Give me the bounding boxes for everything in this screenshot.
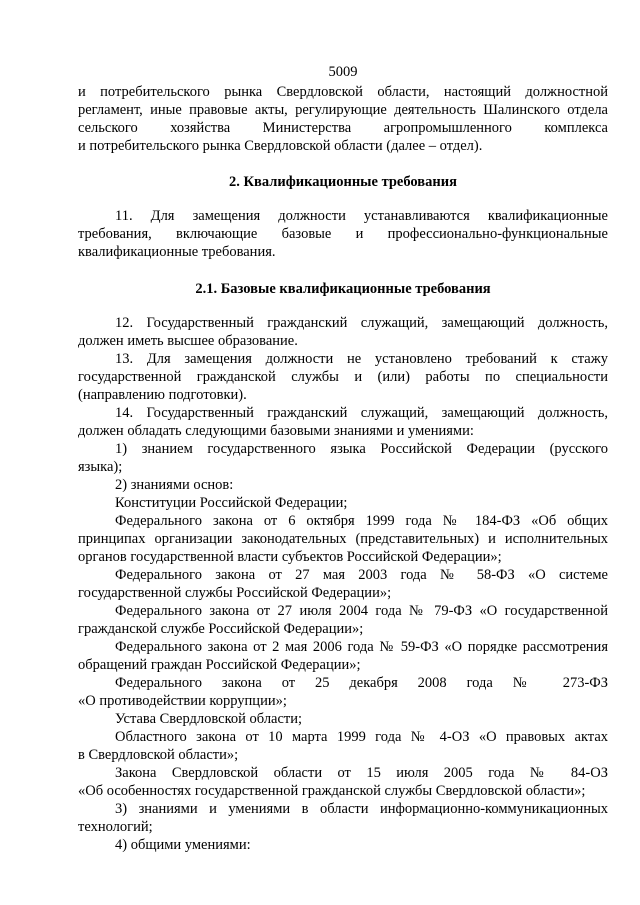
page-number: 5009 <box>328 64 358 80</box>
item-3 <box>78 800 608 836</box>
text-line: 3) знаниями и умениями в области информационно-коммуникационных <box>115 801 608 817</box>
text-line: Федерального закона от 2 мая 2006 года № 59-ФЗ «О порядке рассмотрения <box>115 639 608 655</box>
paragraph-11 <box>78 207 608 261</box>
text-line: органов государственной власти субъектов Российской Федерации»; <box>78 549 502 565</box>
text-line: технологий; <box>78 819 153 835</box>
text-line: принципах организации законодательных (представительных) и исполнительных <box>78 531 608 547</box>
text-line: требования, включающие базовые и профессионально-функциональные <box>78 226 608 242</box>
item-2: 2) знаниями основ: <box>115 477 234 493</box>
section-2-1-heading: 2.1. Базовые квалификационные требования <box>195 281 491 297</box>
text-line: регламент, иные правовые акты, регулирующие деятельность Шалинского отдела <box>78 102 608 118</box>
paragraph-12 <box>78 314 608 350</box>
text-line: 12. Государственный гражданский служащий, замещающий должность, <box>115 315 608 331</box>
intro-paragraph <box>78 83 608 155</box>
text-line: 1) знанием государственного языка Российской Федерации (русского <box>115 441 608 457</box>
text-line: «О противодействии коррупции»; <box>78 693 287 709</box>
item-4: 4) общими умениями: <box>115 837 251 853</box>
text-line: Федерального закона от 6 октября 1999 года № 184-ФЗ «Об общих <box>115 513 608 529</box>
text-line: (направлению подготовки). <box>78 387 247 403</box>
text-line: гражданской службе Российской Федерации»; <box>78 621 364 637</box>
text-line: должен обладать следующими базовыми знаниями и умениями: <box>78 423 474 439</box>
text-line: Федерального закона от 25 декабря 2008 года № 273-ФЗ <box>115 675 608 691</box>
text-line: в Свердловской области»; <box>78 747 239 763</box>
text-line: и потребительского рынка Свердловской области, настоящий должностной <box>78 84 608 100</box>
section-2-heading: 2. Квалификационные требования <box>229 174 457 190</box>
text-line: государственной службы Российской Федерации»; <box>78 585 392 601</box>
text-line: 11. Для замещения должности устанавливаются квалификационные <box>115 208 608 224</box>
text-line: «Об особенностях государственной гражданской службы Свердловской области»; <box>78 783 586 799</box>
text-line: и потребительского рынка Свердловской области (далее – отдел). <box>78 138 483 154</box>
text-line: обращений граждан Российской Федерации»; <box>78 657 361 673</box>
text-line: Федерального закона от 27 мая 2003 года № 58-ФЗ «О системе <box>115 567 608 583</box>
document-page <box>78 63 608 854</box>
constitution-line: Конституции Российской Федерации; <box>115 495 348 511</box>
paragraph-13 <box>78 350 608 404</box>
law-273-fz <box>78 674 608 710</box>
text-line: языка); <box>78 459 123 475</box>
charter-line: Устава Свердловской области; <box>115 711 303 727</box>
text-line: 14. Государственный гражданский служащий, замещающий должность, <box>115 405 608 421</box>
text-line: сельского хозяйства Министерства агропромышленного комплекса <box>78 120 608 136</box>
text-line: Областного закона от 10 марта 1999 года № 4-ОЗ «О правовых актах <box>115 729 608 745</box>
law-184-fz <box>78 512 608 566</box>
law-58-fz <box>78 566 608 602</box>
text-line: Федерального закона от 27 июля 2004 года № 79-ФЗ «О государственной <box>115 603 608 619</box>
text-line: квалификационные требования. <box>78 244 276 260</box>
law-79-fz <box>78 602 608 638</box>
paragraph-14 <box>78 404 608 440</box>
text-line: государственной гражданской службы и (или) работы по специальности <box>78 369 608 385</box>
law-59-fz <box>78 638 608 674</box>
text-line: 13. Для замещения должности не установлено требований к стажу <box>115 351 608 367</box>
item-1 <box>78 440 608 476</box>
law-84-oz <box>78 764 608 800</box>
law-4-oz <box>78 728 608 764</box>
text-line: Закона Свердловской области от 15 июля 2005 года № 84-ОЗ <box>115 765 608 781</box>
text-line: должен иметь высшее образование. <box>78 333 298 349</box>
